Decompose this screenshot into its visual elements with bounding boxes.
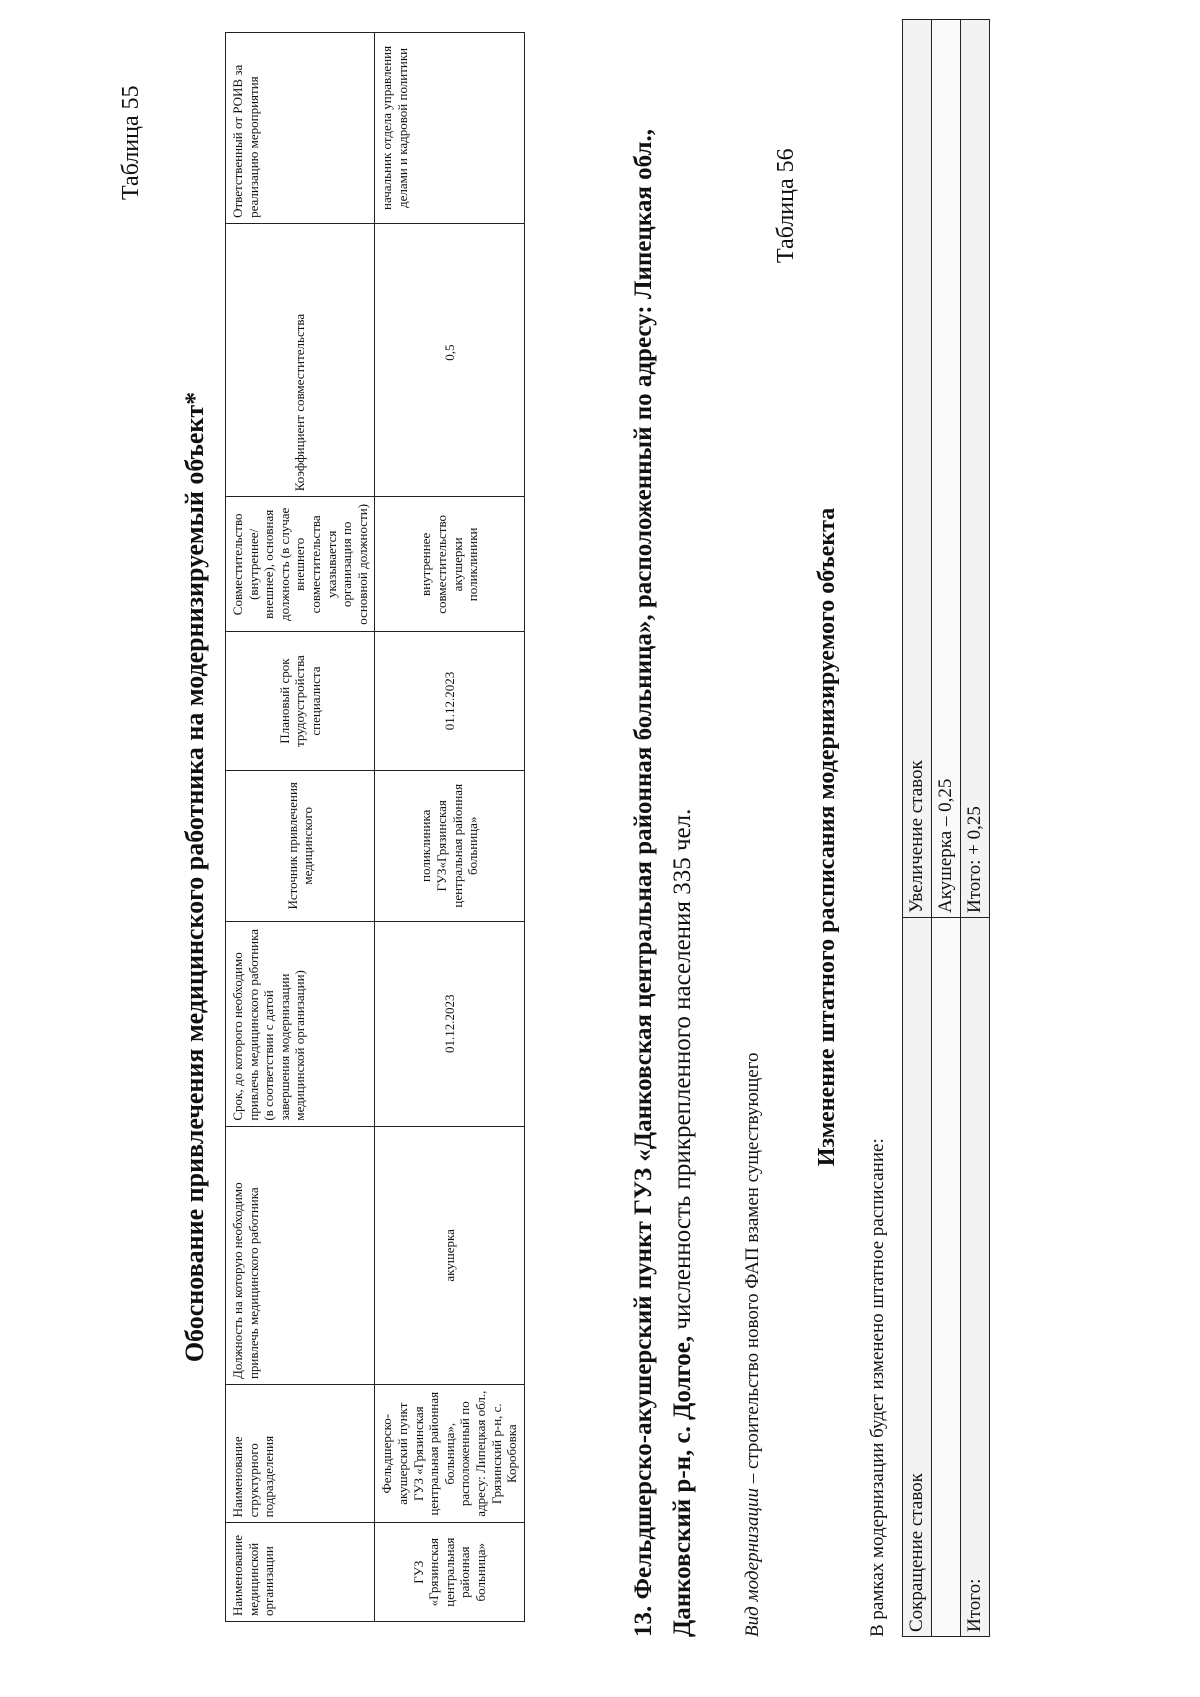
cell-responsible: начальник отдела управления делами и кадровой политики <box>375 33 524 224</box>
table55-label: Таблица 55 <box>118 85 144 200</box>
cell-combination: внутреннее совместительство акушерки поликлиники <box>375 497 524 632</box>
table56-item-row <box>932 20 961 1637</box>
header-deadline: Срок, до которого необходимо привлечь медицинского работника (в соответствии с датой завершения модернизации медицинской организации) <box>226 921 375 1126</box>
section13-title <box>625 37 703 1637</box>
cell-unit: Фельдшерско-акушерский пункт ГУЗ «Грязинская центральная районная больница», расположенный по адресу: Липецкая обл., Грязинский р-н, с. Коробовка <box>375 1385 524 1523</box>
header-unit: Наименование структурного подразделения <box>226 1385 375 1523</box>
table56-header-row <box>903 20 932 1637</box>
header-position: Должность на которую необходимо привлечь медицинского работника <box>226 1126 375 1384</box>
table55-header-row <box>226 33 375 1622</box>
modernization-type-label: Вид модернизации <box>742 1488 763 1637</box>
header-responsible: Ответственный от РОИВ за реализацию мероприятия <box>226 33 375 224</box>
modernization-type <box>742 1052 764 1637</box>
table55-heading: Обоснование привлечения медицинского работника на модернизируемый объект* <box>180 391 209 1363</box>
section13-title-normal: численность прикрепленного населения 335 чел. <box>668 808 696 1336</box>
header-plan-date: Плановый срок трудоустройства специалиста <box>226 632 375 770</box>
total-reduce: Итого: <box>961 918 990 1637</box>
table56 <box>902 19 990 1637</box>
increase-item: Акушерка – 0,25 <box>932 20 961 918</box>
table56-heading: Изменение штатного расписания модернизируемого объекта <box>814 507 840 1167</box>
cell-deadline: 01.12.2023 <box>375 921 524 1126</box>
cell-coefficient: 0,5 <box>375 223 524 496</box>
cell-plan-date: 01.12.2023 <box>375 632 524 770</box>
header-coefficient: Коэффициент совместительства <box>226 223 375 496</box>
col-reduce: Сокращение ставок <box>903 918 932 1637</box>
header-org: Наименование медицинской организации <box>226 1523 375 1622</box>
modernization-type-text: – строительство нового ФАП взамен существующего <box>742 1052 763 1489</box>
header-combination: Совместительство (внутреннее/внешнее), основная должность (в случае внешнего совместительства указывается организация по основной должности) <box>226 497 375 632</box>
table55 <box>225 32 525 1622</box>
table56-intro: В рамках модернизации будет изменено штатное расписание: <box>867 1138 888 1637</box>
total-increase: Итого: + 0,25 <box>961 20 990 918</box>
table56-label: Таблица 56 <box>773 148 799 263</box>
header-source: Источник привлечения медицинского <box>226 770 375 921</box>
table55-row <box>375 33 524 1622</box>
cell-source: поликлиника ГУЗ«Грязинская центральная районная больница» <box>375 770 524 921</box>
col-increase: Увеличение ставок <box>903 20 932 918</box>
reduce-item <box>932 918 961 1637</box>
cell-org: ГУЗ «Грязинская центральная районная больница» <box>375 1523 524 1622</box>
section13-title-bold: 13. Фельдшерско-акушерский пункт ГУЗ «Данковская центральная районная больница», расположенный по адресу: Липецкая обл., Данковский р-н, с. Долгое, <box>630 129 696 1637</box>
cell-position: акушерка <box>375 1126 524 1384</box>
table56-total-row <box>961 20 990 1637</box>
